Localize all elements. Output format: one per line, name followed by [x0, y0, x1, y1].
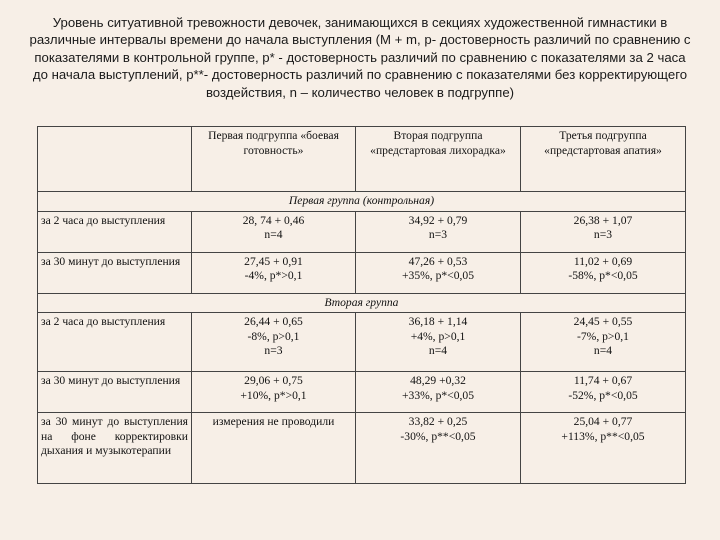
table-row	[38, 413, 686, 484]
cell-value: 27,45 + 0,91 -4%, р*>0,1	[192, 252, 356, 293]
cell-value: 26,38 + 1,07 n=3	[521, 211, 686, 252]
row-label: за 2 часа до выступления	[38, 211, 192, 252]
row-label: за 30 минут до выступления	[38, 372, 192, 413]
cell-value: 29,06 + 0,75 +10%, р*>0,1	[192, 372, 356, 413]
cell-value: 36,18 + 1,14 +4%, р>0,1 n=4	[356, 313, 521, 372]
cell-value: 25,04 + 0,77 +113%, р**<0,05	[521, 413, 686, 484]
header-row	[38, 127, 686, 192]
cell-value: 48,29 +0,32 +33%, р*<0,05	[356, 372, 521, 413]
row-label: за 30 минут до выступления	[38, 252, 192, 293]
cell-value: 47,26 + 0,53 +35%, р*<0,05	[356, 252, 521, 293]
table-row	[38, 313, 686, 372]
cell-value: 11,74 + 0,67 -52%, р*<0,05	[521, 372, 686, 413]
anxiety-table	[37, 126, 686, 484]
header-subgroup-2: Вторая подгруппа «предстартовая лихорадка»	[356, 127, 521, 192]
table-row	[38, 211, 686, 252]
group-1-title: Первая группа (контрольная)	[38, 192, 686, 212]
header-subgroup-3: Третья подгруппа «предстартовая апатия»	[521, 127, 686, 192]
cell-value: 34,92 + 0,79 n=3	[356, 211, 521, 252]
table-row	[38, 372, 686, 413]
header-subgroup-1: Первая подгруппа «боевая готовность»	[192, 127, 356, 192]
row-label: за 2 часа до выступления	[38, 313, 192, 372]
header-corner	[38, 127, 192, 192]
cell-value: 28, 74 + 0,46 n=4	[192, 211, 356, 252]
group-row	[38, 192, 686, 212]
cell-value: 33,82 + 0,25 -30%, р**<0,05	[356, 413, 521, 484]
table-row	[38, 252, 686, 293]
cell-value: 26,44 + 0,65 -8%, р>0,1 n=3	[192, 313, 356, 372]
row-label: за 30 минут до выступления на фоне корректировки дыхания и музыкотерапии	[38, 413, 192, 484]
table-caption: Уровень ситуативной тревожности девочек, занимающихся в секциях художественной гимнастики в различные интервалы времени до начала выступления (M + m, р- достоверность различий по сравнению с показателями в контрольной группе, р* - достоверность различий по сравнению с показателями за 2 часа до начала выступлений, р**- достоверность различий по сравнению с показателями без корректирующего воздействия, n – количество человек в подгруппе)	[29, 15, 691, 100]
cell-value: 11,02 + 0,69 -58%, р*<0,05	[521, 252, 686, 293]
group-row	[38, 293, 686, 313]
group-2-title: Вторая группа	[38, 293, 686, 313]
cell-value: 24,45 + 0,55 -7%, р>0,1 n=4	[521, 313, 686, 372]
cell-value: измерения не проводили	[192, 413, 356, 484]
